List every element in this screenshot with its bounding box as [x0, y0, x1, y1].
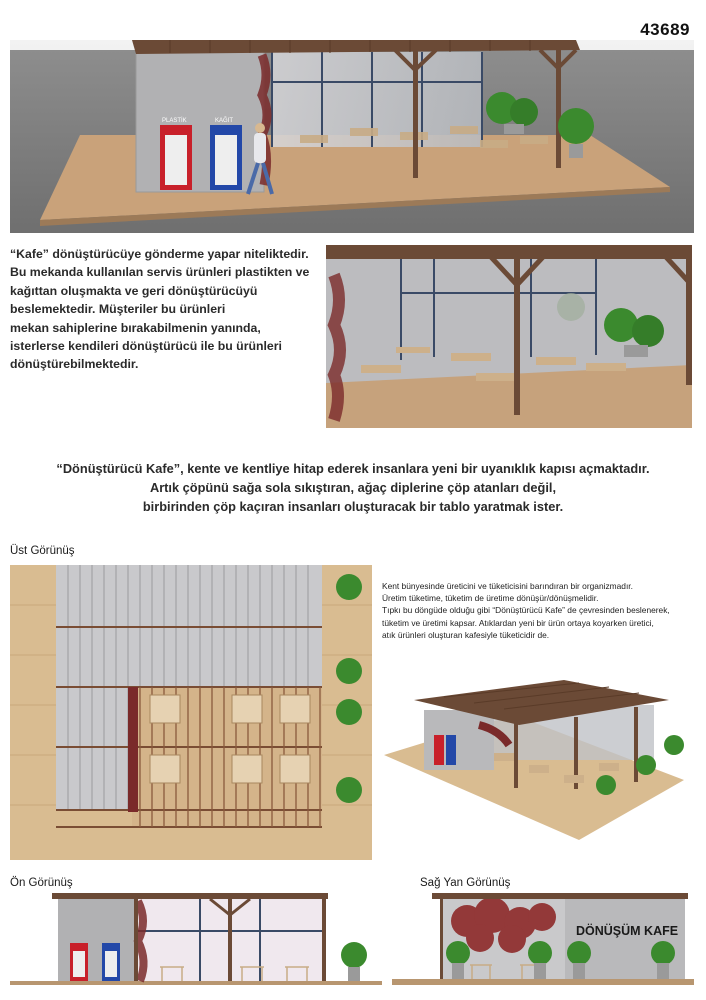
top-view-label: Üst Görünüş: [10, 545, 75, 557]
bin-label-paper: KAĞIT: [215, 118, 234, 124]
recycling-bin-plastic: [70, 943, 88, 981]
organism-paragraph: [382, 580, 702, 641]
side-elevation-render: [392, 893, 694, 985]
intro-line: isterlerse kendileri dönüştürücü ile bu ürünleri: [10, 339, 282, 354]
top-view-render: [10, 565, 372, 860]
perspective-render-main: [10, 40, 694, 233]
bin-label-plastic: PLASTİK: [162, 118, 187, 124]
recycling-bin-plastic: [160, 125, 192, 190]
organism-line: Tıpkı bu döngüde olduğu gibi “Dönüştürücü Kafe” de çevresinden beslenerek,: [382, 605, 670, 616]
front-elevation-render: [10, 893, 382, 985]
concrete-volume: [136, 52, 264, 192]
intro-line: kağıttan oluşmakta ve geri dönüştürücüyü: [10, 283, 258, 298]
interior-render: [326, 245, 692, 428]
side-view-label: Sağ Yan Görünüş: [420, 877, 511, 889]
organism-line: tüketim ve üretimi kapsar. Atıklardan yeni bir ürün ortaya koyarken üretici,: [382, 617, 654, 628]
tree-2: [336, 658, 362, 684]
intro-line: mekan sahiplerine bırakabilmenin yanında,: [10, 320, 261, 335]
recycling-bin-paper: [102, 943, 120, 981]
intro-paragraph: [10, 245, 318, 374]
intro-line: Bu mekanda kullanılan servis ürünleri plastikten ve: [10, 265, 310, 280]
axonometric-render: [384, 675, 694, 850]
intro-line: dönüştürebilmektedir.: [10, 357, 139, 372]
recycling-bin-paper: [210, 125, 242, 190]
quote-line-2: Artık çöpünü sağa sola sıkıştıran, ağaç diplerine çöp atanları değil,: [149, 480, 557, 495]
organism-line: Kent bünyesinde üreticini ve tüketicisini barındıran bir organizmadır.: [382, 581, 633, 591]
tree-1: [596, 775, 616, 795]
organism-line: atık ürünleri oluşturan kafesiyle tüketicidir de.: [382, 629, 550, 640]
organism-line: Üretim tüketime, tüketim de üretime dönüşür/dönüşmelidir.: [382, 593, 599, 604]
cafe-sign: DÖNÜŞÜM KAFE: [576, 924, 679, 938]
tree-3: [664, 735, 684, 755]
intro-line: beslemektedir. Müşteriler bu ürünleri: [10, 302, 226, 317]
quote-line-3: birbirinden çöp kaçıran insanları oluşturacak bir tablo yaratmak ister.: [142, 499, 564, 514]
tree-1: [336, 574, 362, 600]
tree-4: [336, 777, 362, 803]
intro-line: “Kafe” dönüştürücüye gönderme yapar niteliktedir.: [10, 247, 309, 261]
sheet-number: 43689: [640, 20, 690, 39]
tree-2: [636, 755, 656, 775]
quote-line-1: “Dönüştürücü Kafe”, kente ve kentliye hitap ederek insanlara yeni bir uyanıklık kapısı açmaktadır.: [56, 461, 650, 476]
tree-3: [336, 699, 362, 725]
front-view-label: Ön Görünüş: [10, 877, 73, 889]
